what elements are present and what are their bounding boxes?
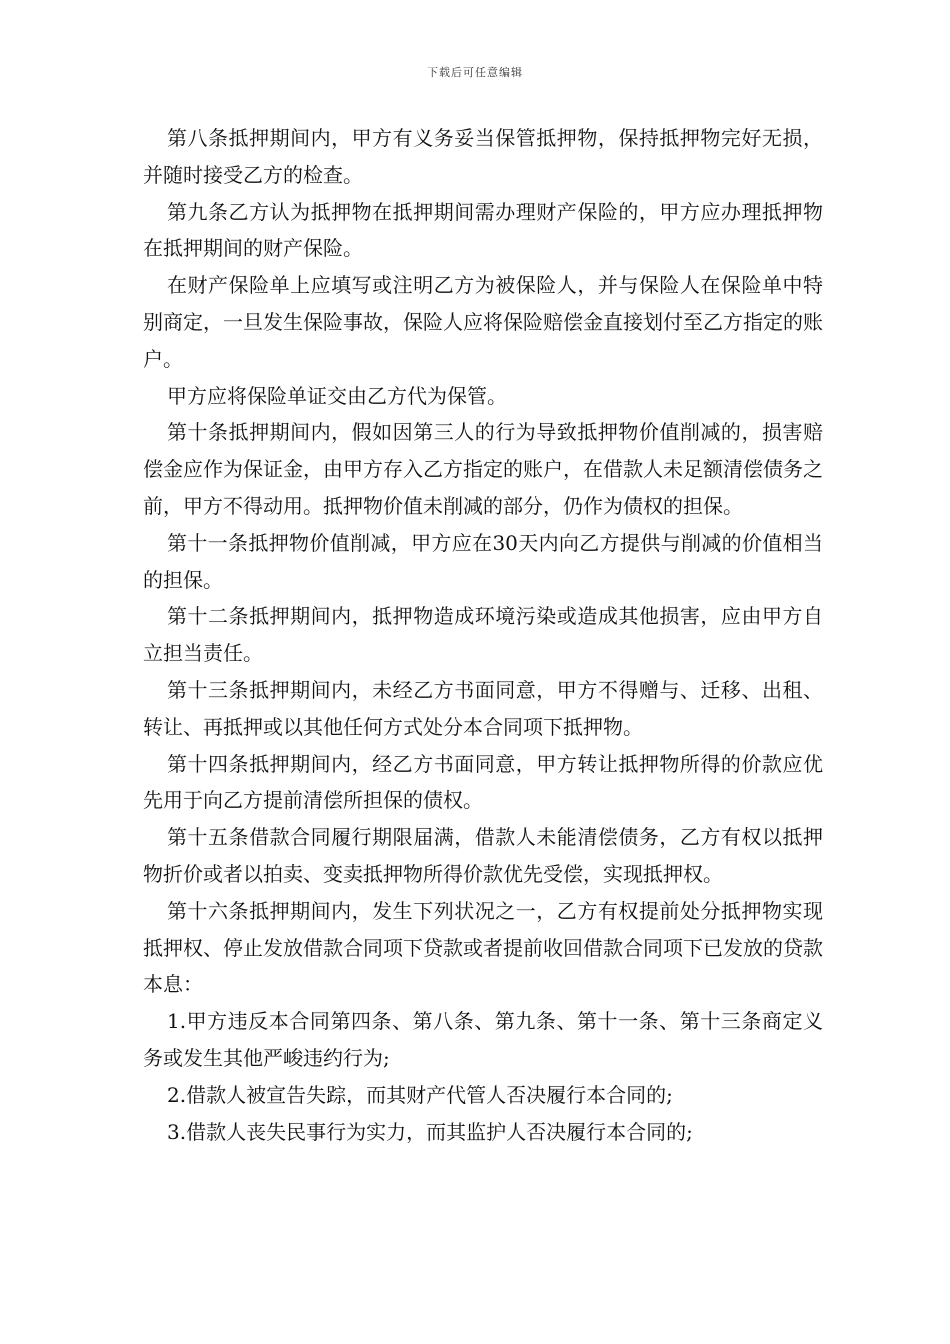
paragraph-insurance-custody: 甲方应将保险单证交由乙方代为保管。	[167, 383, 507, 408]
paragraph-article-16: 第十六条抵押期间内，发生下列状况之一，乙方有权提前处分抵押物实现抵押权、停止发放借款合同项下贷款或者提前收回借款合同项下已发放的贷款本息：	[143, 898, 823, 997]
list-item-2: 2.借款人被宣告失踪，而其财产代管人否决履行本合同的;	[167, 1082, 673, 1107]
list-item-1: 1.甲方违反本合同第四条、第八条、第九条、第十一条、第十三条商定义务或发生其他严峻违约行为;	[143, 1009, 823, 1070]
document-body	[143, 120, 823, 1150]
page-header: 下载后可任意编辑	[427, 66, 523, 79]
paragraph-article-11: 第十一条抵押物价值削减，甲方应在30天内向乙方提供与削减的价值相当的担保。	[143, 530, 823, 592]
paragraph-insurance-beneficiary: 在财产保险单上应填写或注明乙方为被保险人，并与保险人在保险单中特别商定，一旦发生保险事故，保险人应将保险赔偿金直接划付至乙方指定的账户。	[143, 273, 823, 371]
paragraph-article-13: 第十三条抵押期间内，未经乙方书面同意，甲方不得赠与、迁移、出租、转让、再抵押或以其他任何方式处分本合同项下抵押物。	[143, 677, 823, 739]
paragraph-article-14: 第十四条抵押期间内，经乙方书面同意，甲方转让抵押物所得的价款应优先用于向乙方提前清偿所担保的债权。	[143, 751, 823, 813]
paragraph-article-10: 第十条抵押期间内，假如因第三人的行为导致抵押物价值削减的，损害赔偿金应作为保证金，由甲方存入乙方指定的账户，在借款人未足额清偿债务之前，甲方不得动用。抵押物价值未削减的部分，仍作为债权的担保。	[143, 420, 823, 518]
list-item-3: 3.借款人丧失民事行为实力，而其监护人否决履行本合同的;	[167, 1119, 693, 1144]
paragraph-article-9: 第九条乙方认为抵押物在抵押期间需办理财产保险的，甲方应办理抵押物在抵押期间的财产保险。	[143, 199, 823, 261]
paragraph-article-15: 第十五条借款合同履行期限届满，借款人未能清偿债务，乙方有权以抵押物折价或者以拍卖、变卖抵押物所得价款优先受偿，实现抵押权。	[143, 825, 823, 886]
paragraph-article-12: 第十二条抵押期间内，抵押物造成环境污染或造成其他损害，应由甲方自立担当责任。	[143, 604, 823, 666]
paragraph-article-8: 第八条抵押期间内，甲方有义务妥当保管抵押物，保持抵押物完好无损，并随时接受乙方的检查。	[143, 126, 823, 187]
